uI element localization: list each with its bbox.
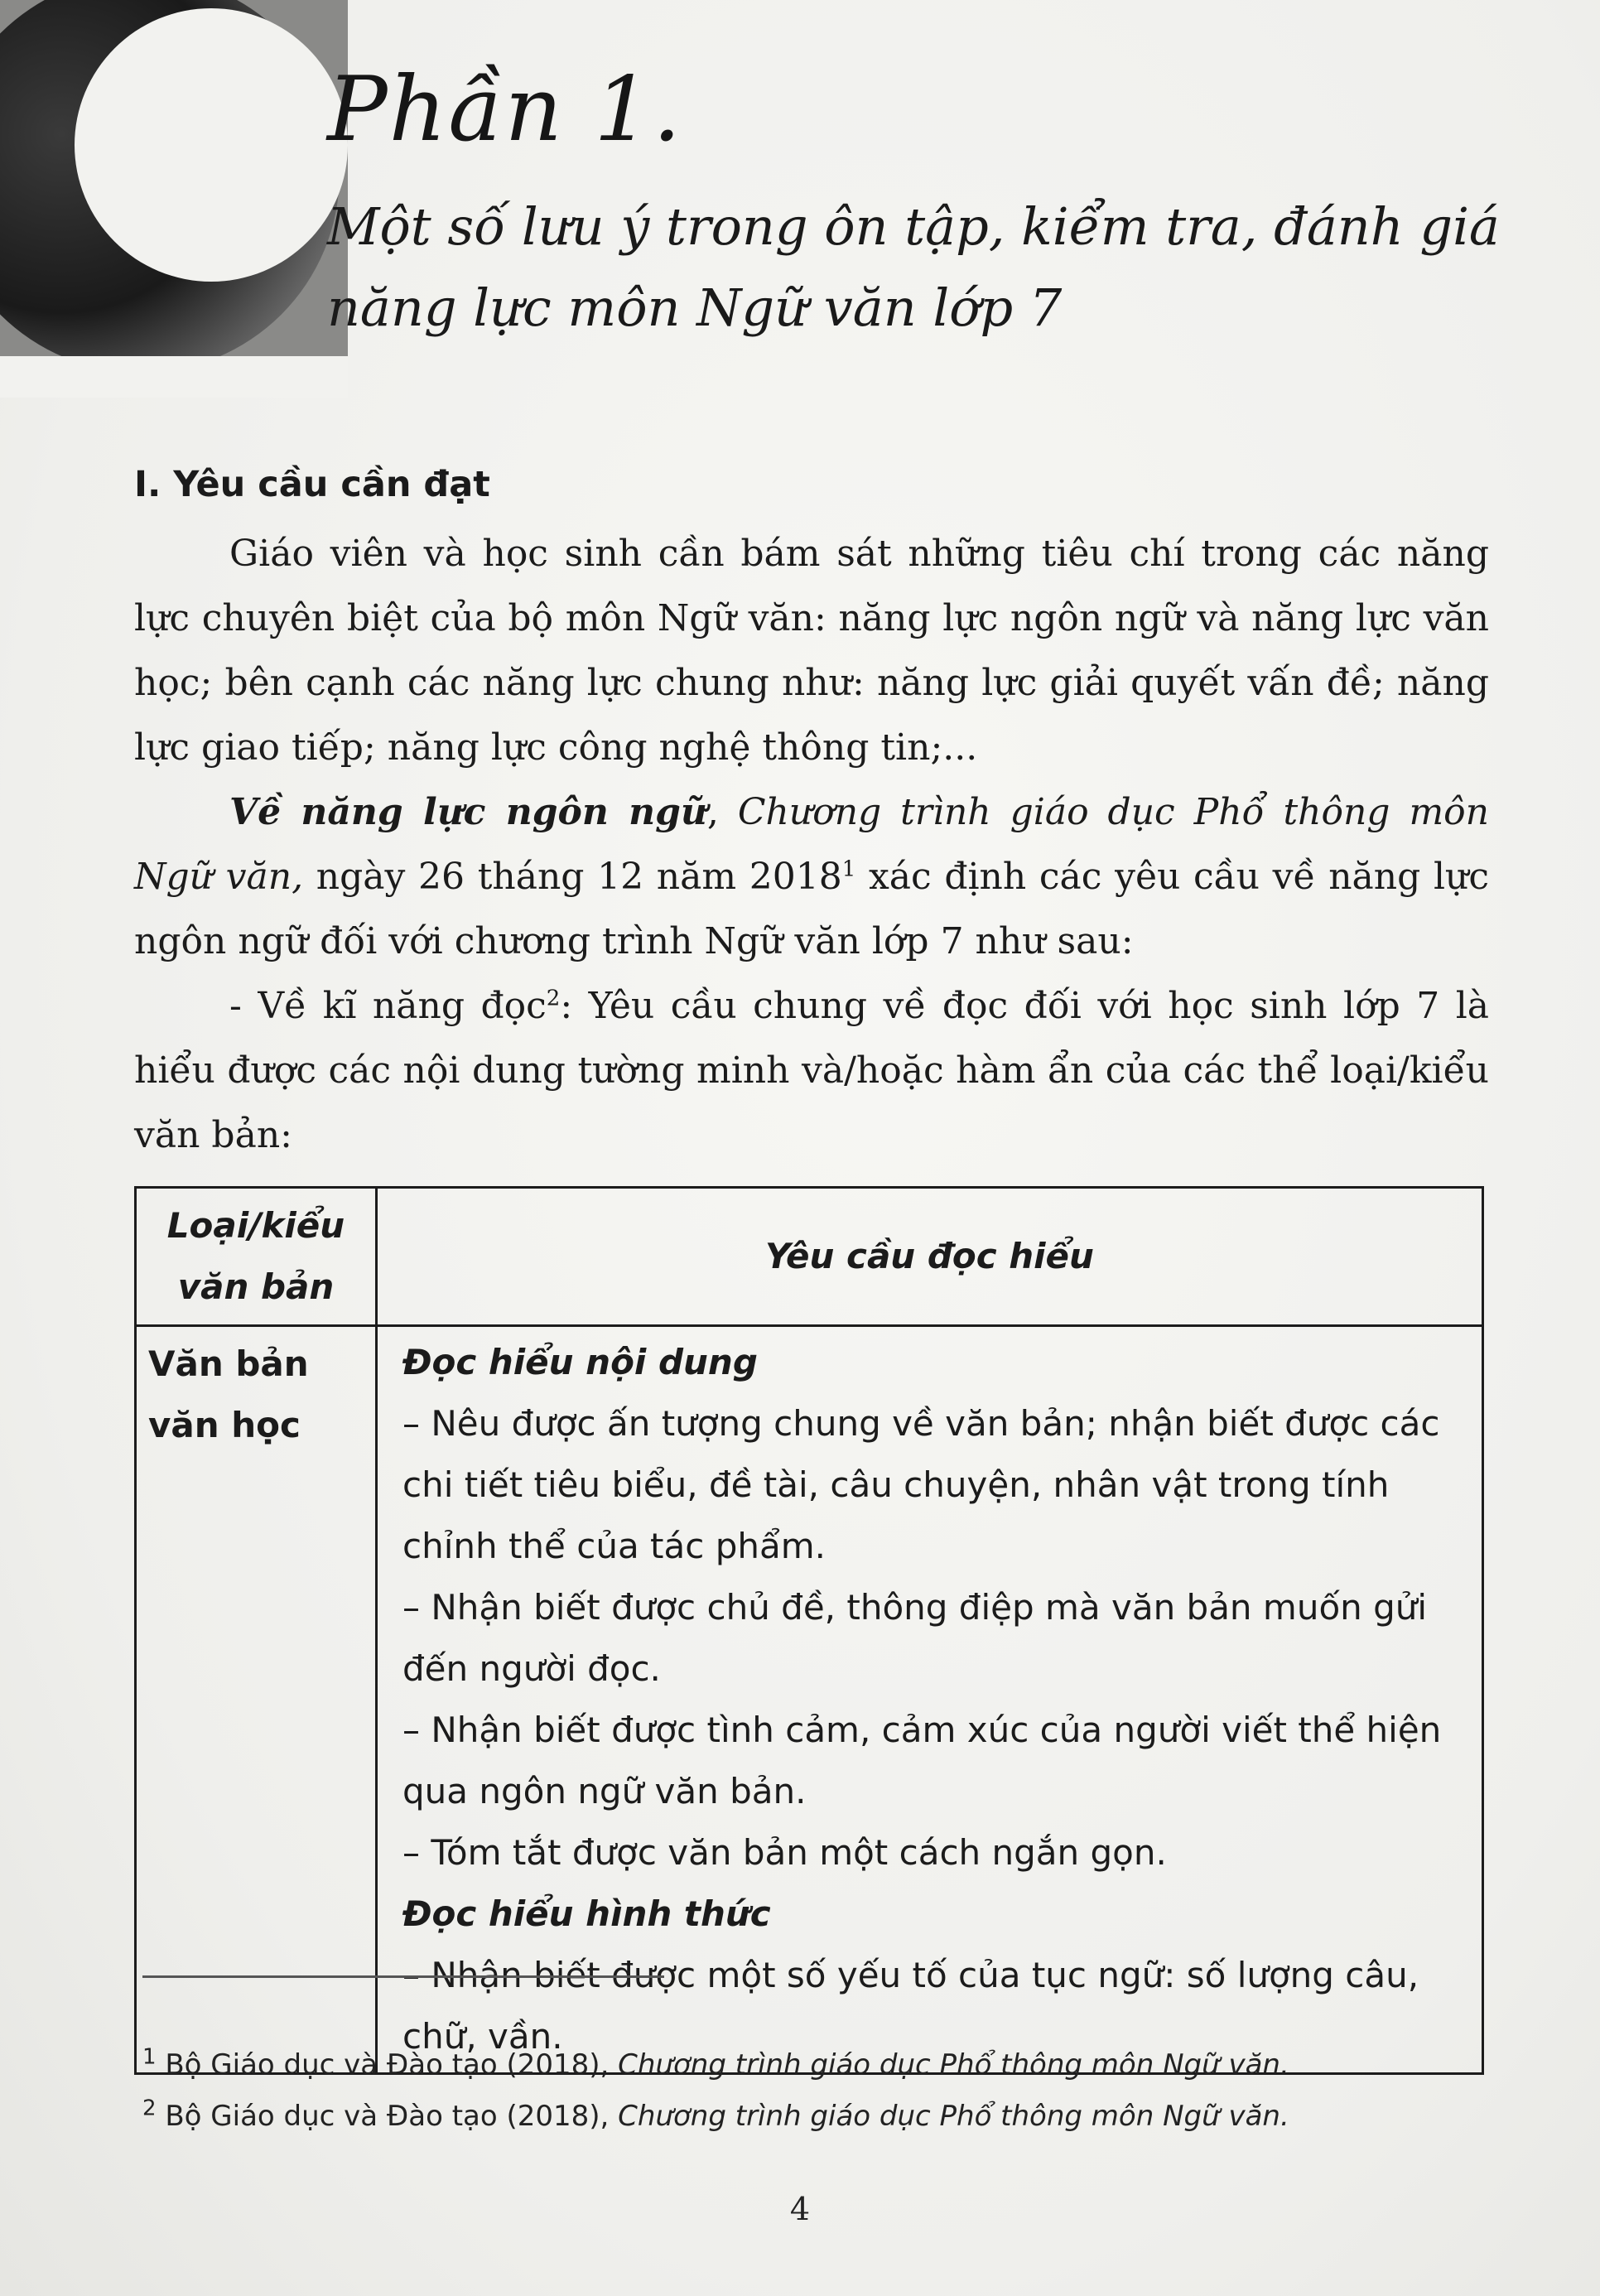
main-content: [134, 464, 1489, 2075]
footnote-ref-2: 2: [546, 986, 561, 1011]
requirements-table: [134, 1186, 1484, 2075]
footnote-mark: 1: [142, 2044, 157, 2070]
content-heading: Đọc hiểu nội dung: [402, 1342, 758, 1382]
date-text: ngày 26 tháng 12 năm 2018: [303, 856, 842, 898]
footnote-title: Chương trình giáo dục Phổ thông môn Ngữ văn.: [618, 2100, 1289, 2133]
form-item: – Nhận biết được một số yếu tố của tục ngữ: số lượng câu, chữ, vần.: [402, 1955, 1419, 2057]
header-type: Loại/kiểu văn bản: [136, 1188, 377, 1326]
footnote-source: Bộ Giáo dục và Đào tạo (2018),: [165, 2048, 619, 2081]
footnote-divider: [142, 1975, 664, 1978]
form-heading: Đọc hiểu hình thức: [402, 1893, 771, 1934]
part-subtitle: Một số lưu ý trong ôn tập, kiểm tra, đánh giá năng lực môn Ngữ văn lớp 7: [327, 196, 1500, 338]
section-heading: I. Yêu cầu cần đạt: [134, 464, 490, 505]
part-title: Phần 1.: [327, 58, 683, 162]
row-type: Văn bản văn học: [136, 1326, 377, 2074]
crescent-ornament-icon: [0, 0, 348, 398]
footnote-ref-1: 1: [841, 856, 856, 882]
reading-skill-text: : Yêu cầu chung về đọc đối với học sinh lớp 7 là hiểu được các nội dung tường minh và/hoặc hàm ẩn của các thể loại/kiểu văn bản:: [134, 985, 1490, 1156]
footnotes: [142, 2039, 1467, 2142]
footnote: [142, 2039, 1467, 2091]
page-number: 4: [789, 2191, 811, 2227]
table-row: [136, 1326, 1483, 2074]
reading-skill-label: - Về kĩ năng đọc: [229, 985, 547, 1027]
content-item: – Nêu được ấn tượng chung về văn bản; nhận biết được các chi tiết tiêu biểu, đề tài, câu chuyện, nhân vật trong tính chỉnh thể của tác phẩm.: [402, 1403, 1440, 1566]
header-requirements: Yêu cầu đọc hiểu: [377, 1188, 1483, 1326]
table-header-row: [136, 1188, 1483, 1326]
separator: ,: [706, 791, 738, 833]
paragraph-rest: xác định các yêu cầu về năng lực ngôn ngữ đối với chương trình Ngữ văn lớp 7 như sau:: [134, 856, 1490, 962]
row-requirements: [377, 1326, 1483, 2074]
footnote: [142, 2091, 1467, 2142]
emphasis-lead: Về năng lực ngôn ngữ: [229, 791, 707, 833]
content-item: – Nhận biết được tình cảm, cảm xúc của người viết thể hiện qua ngôn ngữ văn bản.: [402, 1710, 1442, 1811]
footnote-source: Bộ Giáo dục và Đào tạo (2018),: [165, 2100, 619, 2133]
paragraph-language-competence: [134, 780, 1489, 974]
paragraph-intro: Giáo viên và học sinh cần bám sát những tiêu chí trong các năng lực chuyên biệt của bộ môn Ngữ văn: năng lực ngôn ngữ và năng lực văn học; bên cạnh các năng lực chung như: năng lực giải quyết vấn đề; năng lực giao tiếp; năng lực công nghệ thông tin;...: [134, 533, 1489, 769]
footnote-mark: 2: [142, 2096, 157, 2121]
content-item: – Tóm tắt được văn bản một cách ngắn gọn.: [402, 1832, 1167, 1873]
footnote-title: Chương trình giáo dục Phổ thông môn Ngữ văn.: [618, 2048, 1289, 2081]
paragraph-reading-skill: [134, 974, 1489, 1168]
content-item: – Nhận biết được chủ đề, thông điệp mà văn bản muốn gửi đến người đọc.: [402, 1587, 1428, 1689]
curriculum-title: Chương trình giáo dục Phổ thông môn Ngữ văn,: [134, 791, 1489, 898]
